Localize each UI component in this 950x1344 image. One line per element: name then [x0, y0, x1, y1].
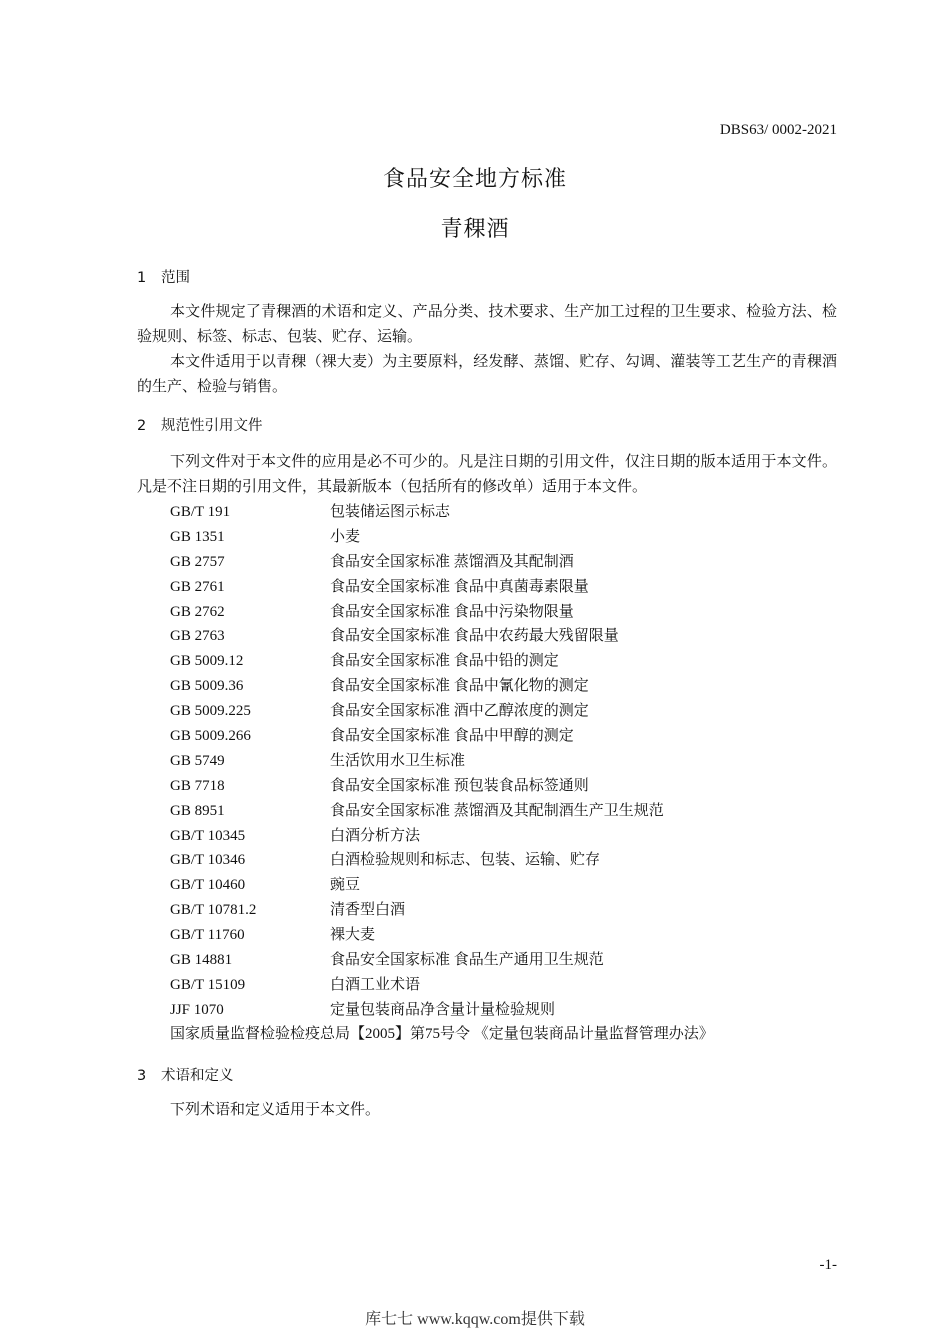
section-3-intro: 下列术语和定义适用于本文件。 [170, 1102, 381, 1118]
section-2-intro: 下列文件对于本文件的应用是必不可少的。凡是注日期的引用文件，仅注日期的版本适用于本文件。凡是不注日期的引用文件，其最新版本（包括所有的修改单）适用于本文件。 [137, 454, 837, 495]
reference-item [170, 624, 664, 649]
reference-name: 食品安全国家标准 蒸馏酒及其配制酒生产卫生规范 [330, 802, 664, 819]
page-number: -1- [819, 1257, 837, 1273]
reference-code: GB/T 11760 [170, 927, 245, 944]
reference-name: 生活饮用水卫生标准 [330, 752, 466, 769]
reference-name: 食品安全国家标准 食品中甲醇的测定 [330, 728, 574, 745]
reference-item [170, 600, 664, 625]
reference-code: GB/T 15109 [170, 976, 246, 993]
section-1-paragraph: 本文件规定了青稞酒的术语和定义、产品分类、技术要求、生产加工过程的卫生要求、检验方法、检验规则、标签、标志、包装、贮存、运输。 [137, 304, 837, 345]
section-3-heading [137, 1064, 234, 1085]
reference-name: 豌豆 [330, 877, 361, 894]
reference-name: 定量包装商品净含量计量检验规则 [330, 1001, 556, 1018]
reference-code: GB 1351 [170, 528, 225, 545]
reference-code: GB 2763 [170, 628, 225, 645]
reference-item [170, 550, 664, 575]
reference-code: GB/T 10781.2 [170, 902, 257, 919]
reference-name: 食品安全国家标准 食品中污染物限量 [330, 603, 574, 620]
reference-item [170, 500, 664, 525]
reference-item [170, 824, 664, 849]
reference-code: GB 7718 [170, 777, 225, 794]
reference-code: GB/T 10460 [170, 877, 246, 894]
reference-item [170, 799, 664, 824]
reference-code: GB 5009.225 [170, 703, 251, 720]
reference-item [170, 873, 664, 898]
reference-code: GB/T 191 [170, 504, 231, 520]
document-code: DBS63/ 0002-2021 [719, 122, 837, 138]
reference-item [170, 525, 664, 550]
reference-code: GB/T 10346 [170, 852, 246, 869]
section-number: 2 [137, 418, 147, 434]
section-title: 规范性引用文件 [161, 418, 263, 434]
document-subtitle: 青稞酒 [440, 217, 510, 242]
reference-code: GB 2757 [170, 553, 225, 570]
reference-item [170, 848, 664, 873]
reference-item [170, 724, 664, 749]
section-title: 术语和定义 [161, 1068, 234, 1084]
reference-name: 食品安全国家标准 预包装食品标签通则 [330, 777, 589, 794]
reference-code: GB 8951 [170, 802, 225, 819]
section-2-heading [137, 414, 263, 435]
reference-item [170, 649, 664, 674]
reference-item [170, 898, 664, 923]
reference-code: GB 2762 [170, 603, 225, 620]
reference-item [170, 575, 664, 600]
reference-item [170, 973, 664, 998]
reference-name: 白酒工业术语 [330, 976, 421, 993]
reference-name: 食品安全国家标准 食品中真菌毒素限量 [330, 578, 589, 595]
reference-extra: 国家质量监督检验检疫总局【2005】第75号令 《定量包装商品计量监督管理办法》 [170, 1026, 714, 1042]
reference-code: GB 2761 [170, 578, 225, 595]
reference-code: GB/T 10345 [170, 827, 246, 844]
download-footer: 库七七 www.kqqw.com提供下载 [365, 1311, 585, 1328]
reference-code: GB 5009.12 [170, 653, 244, 670]
reference-name: 食品安全国家标准 食品中氰化物的测定 [330, 678, 589, 695]
section-1-paragraph: 本文件适用于以青稞（裸大麦）为主要原料，经发酵、蒸馏、贮存、勾调、灌装等工艺生产的青稞酒的生产、检验与销售。 [137, 354, 837, 395]
reference-name: 食品安全国家标准 食品生产通用卫生规范 [330, 952, 604, 969]
reference-name: 食品安全国家标准 食品中农药最大残留限量 [330, 628, 619, 645]
reference-item [170, 699, 664, 724]
reference-code: GB 5009.36 [170, 678, 244, 695]
reference-item [170, 923, 664, 948]
document-title: 食品安全地方标准 [382, 167, 567, 192]
reference-item [170, 948, 664, 973]
reference-item [170, 749, 664, 774]
reference-item [170, 998, 664, 1023]
reference-name: 清香型白酒 [330, 902, 406, 919]
reference-name: 裸大麦 [330, 927, 376, 944]
reference-name: 包装储运图示标志 [330, 504, 451, 520]
section-title: 范围 [161, 270, 190, 286]
reference-item [170, 674, 664, 699]
reference-name: 白酒检验规则和标志、包装、运输、贮存 [330, 852, 601, 869]
section-1-heading [137, 266, 190, 287]
reference-item [170, 774, 664, 799]
reference-name: 小麦 [330, 528, 361, 545]
section-number: 3 [137, 1068, 147, 1084]
reference-name: 白酒分析方法 [330, 827, 421, 844]
reference-list [170, 500, 664, 1023]
section-number: 1 [137, 270, 147, 286]
reference-name: 食品安全国家标准 酒中乙醇浓度的测定 [330, 703, 589, 720]
reference-code: GB 14881 [170, 952, 233, 969]
reference-code: JJF 1070 [170, 1001, 224, 1018]
reference-code: GB 5009.266 [170, 728, 251, 745]
reference-name: 食品安全国家标准 食品中铅的测定 [330, 653, 559, 670]
reference-code: GB 5749 [170, 752, 225, 769]
reference-name: 食品安全国家标准 蒸馏酒及其配制酒 [330, 553, 574, 570]
